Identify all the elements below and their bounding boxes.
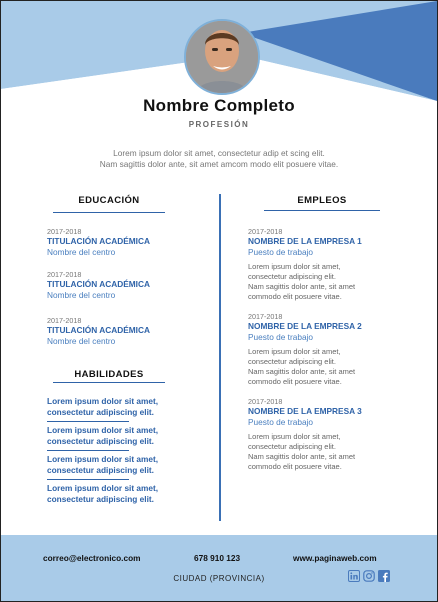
linkedin-icon[interactable] (348, 570, 360, 582)
job-description-line: commodo elit posuere vitae. (248, 377, 342, 386)
intro-text (61, 148, 377, 170)
job-company: NOMBRE DE LA EMPRESA 3 (248, 406, 362, 416)
footer (1, 535, 437, 601)
job-item (248, 312, 398, 387)
profession: PROFESIÓN (188, 120, 250, 129)
job-description-line: consectetur adipiscing elit. (248, 272, 336, 281)
education-degree: TITULACIÓN ACADÉMICA (47, 236, 150, 246)
skill-line: Lorem ipsum dolor sit amet, (47, 483, 159, 493)
job-company: NOMBRE DE LA EMPRESA 2 (248, 321, 362, 331)
education-year: 2017-2018 (47, 270, 82, 279)
education-school: Nombre del centro (47, 290, 116, 300)
education-year: 2017-2018 (47, 316, 82, 325)
job-year: 2017-2018 (248, 397, 283, 406)
job-year: 2017-2018 (248, 312, 283, 321)
education-item (47, 227, 207, 258)
intro-line: Lorem ipsum dolor sit amet, consectetur adip et scing elit. (113, 148, 325, 158)
section-divider (53, 382, 165, 383)
footer-website[interactable]: www.paginaweb.com (293, 553, 377, 563)
job-year: 2017-2018 (248, 227, 283, 236)
full-name: Nombre Completo (143, 96, 295, 115)
job-description (248, 432, 398, 472)
skill-divider (47, 479, 129, 480)
job-role: Puesto de trabajo (248, 417, 314, 427)
job-description-line: Nam sagittis dolor ante, sit amet (248, 452, 356, 461)
skill-line: Lorem ipsum dolor sit amet, (47, 425, 159, 435)
job-description (248, 262, 398, 302)
skill-divider (47, 421, 129, 422)
skills-title: HABILIDADES (74, 369, 144, 380)
footer-city: CIUDAD (PROVINCIA) (173, 574, 265, 583)
education-degree: TITULACIÓN ACADÉMICA (47, 325, 150, 335)
job-description-line: Nam sagittis dolor ante, sit amet (248, 367, 356, 376)
skill-item (47, 425, 187, 447)
job-role: Puesto de trabajo (248, 332, 314, 342)
education-item (47, 316, 207, 347)
job-company: NOMBRE DE LA EMPRESA 1 (248, 236, 362, 246)
column-divider (219, 194, 221, 521)
job-description-line: Lorem ipsum dolor sit amet, (248, 347, 341, 356)
education-school: Nombre del centro (47, 247, 116, 257)
job-description-line: Lorem ipsum dolor sit amet, (248, 432, 341, 441)
education-title: EDUCACIÓN (78, 195, 140, 206)
instagram-icon[interactable] (363, 570, 375, 582)
footer-phone[interactable]: 678 910 123 (194, 553, 241, 563)
job-description-line: commodo elit posuere vitae. (248, 462, 342, 471)
job-description-line: Nam sagittis dolor ante, sit amet (248, 282, 356, 291)
section-divider (53, 212, 165, 213)
job-item (248, 227, 398, 302)
job-description (248, 347, 398, 387)
skill-line: consectetur adipiscing elit. (47, 465, 154, 475)
education-item (47, 270, 207, 301)
education-year: 2017-2018 (47, 227, 82, 236)
section-divider (264, 210, 380, 211)
job-description-line: consectetur adipiscing elit. (248, 357, 336, 366)
education-school: Nombre del centro (47, 336, 116, 346)
skill-line: Lorem ipsum dolor sit amet, (47, 396, 159, 406)
job-item (248, 397, 398, 472)
job-role: Puesto de trabajo (248, 247, 314, 257)
facebook-icon[interactable] (378, 570, 390, 582)
skill-line: consectetur adipiscing elit. (47, 407, 154, 417)
skill-line: consectetur adipiscing elit. (47, 436, 154, 446)
profile-photo (184, 19, 260, 95)
skill-line: consectetur adipiscing elit. (47, 494, 154, 504)
job-description-line: commodo elit posuere vitae. (248, 292, 342, 301)
skill-item (47, 483, 187, 505)
skill-item (47, 396, 187, 418)
education-degree: TITULACIÓN ACADÉMICA (47, 279, 150, 289)
jobs-title: EMPLEOS (297, 195, 347, 206)
skill-line: Lorem ipsum dolor sit amet, (47, 454, 159, 464)
footer-email[interactable]: correo@electronico.com (43, 553, 141, 563)
job-description-line: Lorem ipsum dolor sit amet, (248, 262, 341, 271)
job-description-line: consectetur adipiscing elit. (248, 442, 336, 451)
skill-item (47, 454, 187, 476)
skill-divider (47, 450, 129, 451)
intro-line: Nam sagittis dolor ante, sit amet amcom modo elit posuere vitae. (99, 159, 339, 169)
